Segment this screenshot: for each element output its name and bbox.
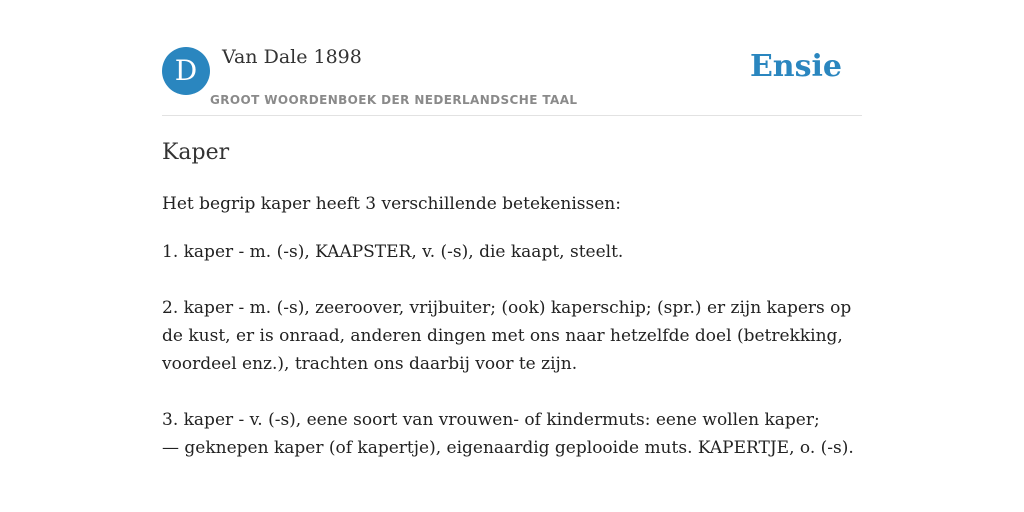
source-title[interactable]: Van Dale 1898	[222, 46, 362, 68]
definition-line: 1. kaper - m. (-s), KAAPSTER, v. (-s), die kaapt, steelt.	[162, 242, 624, 262]
definition-line: 3. kaper - v. (-s), eene soort van vrouwen- of kindermuts: eene wollen kaper;	[162, 410, 820, 430]
definition-item	[162, 406, 862, 462]
definition-line: 2. kaper - m. (-s), zeeroover, vrijbuiter; (ook) kaperschip; (spr.) er zijn kapers op	[162, 298, 852, 318]
header	[162, 45, 862, 115]
source-subtitle: GROOT WOORDENBOEK DER NEDERLANDSCHE TAAL	[210, 93, 578, 107]
definition-item	[162, 238, 862, 266]
definition-line: de kust, er is onraad, anderen dingen met ons naar hetzelfde doel (betrekking,	[162, 326, 843, 346]
definition-line: — geknepen kaper (of kapertje), eigenaardig geplooide muts. KAPERTJE, o. (-s).	[162, 438, 854, 458]
source-logo: D	[162, 47, 210, 95]
header-divider	[162, 115, 862, 116]
entry-intro: Het begrip kaper heeft 3 verschillende betekenissen:	[162, 194, 621, 214]
page-title: Kaper	[162, 140, 230, 165]
definition-list	[162, 238, 862, 490]
definition-line: voordeel enz.), trachten ons daarbij voor te zijn.	[162, 354, 578, 374]
definition-item	[162, 294, 862, 378]
brand-logo[interactable]: Ensie	[749, 49, 842, 84]
